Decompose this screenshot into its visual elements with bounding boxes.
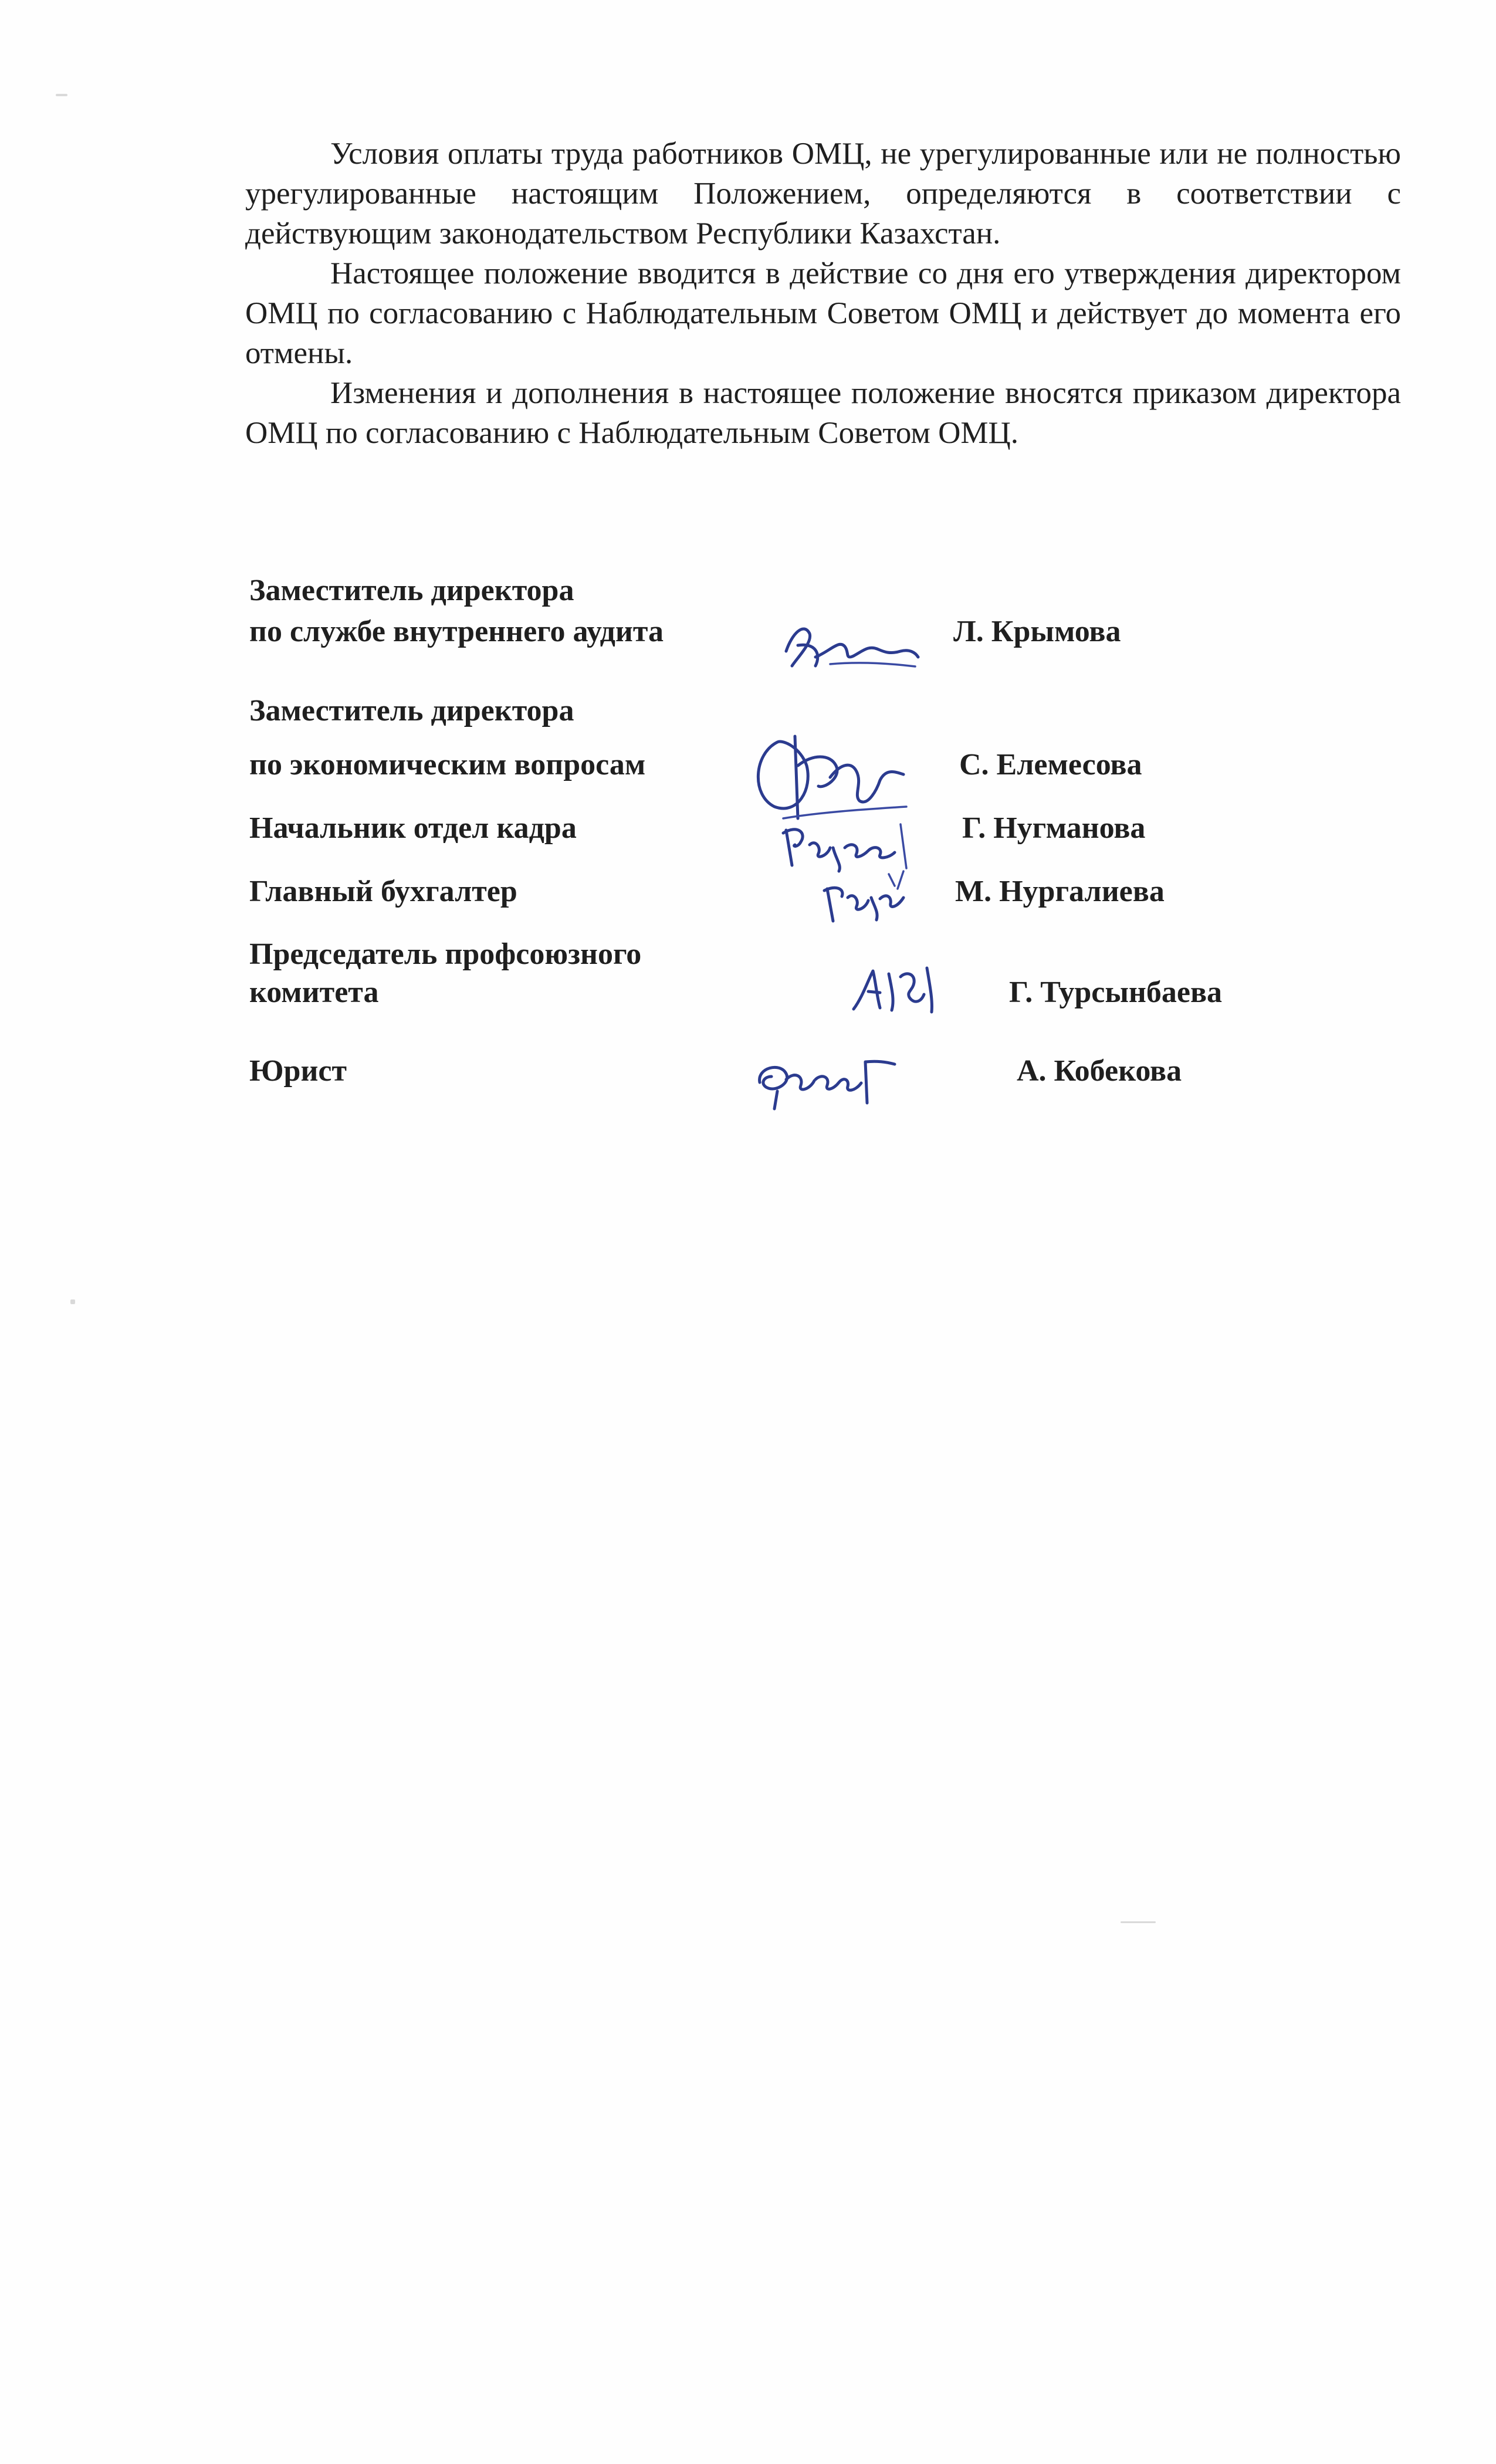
signatory-name: Г. Турсынбаева (1009, 976, 1223, 1009)
paragraph-3: Изменения и дополнения в настоящее положение вносятся приказом директора ОМЦ по согласованию с Наблюдательным Советом ОМЦ. (245, 376, 1401, 450)
scan-speck (70, 1299, 75, 1304)
scan-speck (56, 94, 67, 96)
signatory-block-3 (0, 810, 1496, 851)
paragraph-2: Настоящее положение вводится в действие со дня его утверждения директором ОМЦ по согласованию с Наблюдательным Советом ОМЦ и действует до момента его отмены. (245, 256, 1401, 370)
signatory-role: Юрист (249, 1054, 347, 1088)
signatory-name: М. Нургалиева (955, 875, 1165, 908)
scan-speck (1121, 1921, 1156, 1923)
signatory-role-line2: по службе внутреннего аудита (249, 615, 664, 648)
signatory-role: Заместитель директора (249, 574, 574, 607)
signature-5 (845, 956, 950, 1021)
signatory-role-line2: комитета (249, 976, 379, 1009)
signature-1 (774, 610, 927, 681)
signatory-block-4 (0, 873, 1496, 914)
paragraph-1: Условия оплаты труда работников ОМЦ, не урегулированные или не полностью урегулированные настоящим Положением, определяются в соответствии с действующим законодательством Республики Казахстан. (245, 137, 1401, 251)
signatory-block-5 (0, 936, 1496, 1018)
signatory-role: Председатель профсоюзного (249, 937, 642, 971)
signatory-role: Начальник отдел кадра (249, 811, 577, 845)
signatory-role: Главный бухгалтер (249, 875, 517, 908)
signatory-name: Г. Нугманова (962, 811, 1146, 845)
signatory-name: Л. Крымова (953, 615, 1121, 648)
body-text (245, 134, 1401, 453)
signatory-role: Заместитель директора (249, 694, 574, 727)
signatory-role-line2: по экономическим вопросам (249, 748, 646, 781)
signatory-name: С. Елемесова (959, 748, 1142, 781)
signatory-block-1 (0, 572, 1496, 654)
signatory-name: А. Кобекова (1017, 1054, 1182, 1088)
signature-6 (745, 1044, 903, 1121)
signature-4 (815, 862, 921, 927)
